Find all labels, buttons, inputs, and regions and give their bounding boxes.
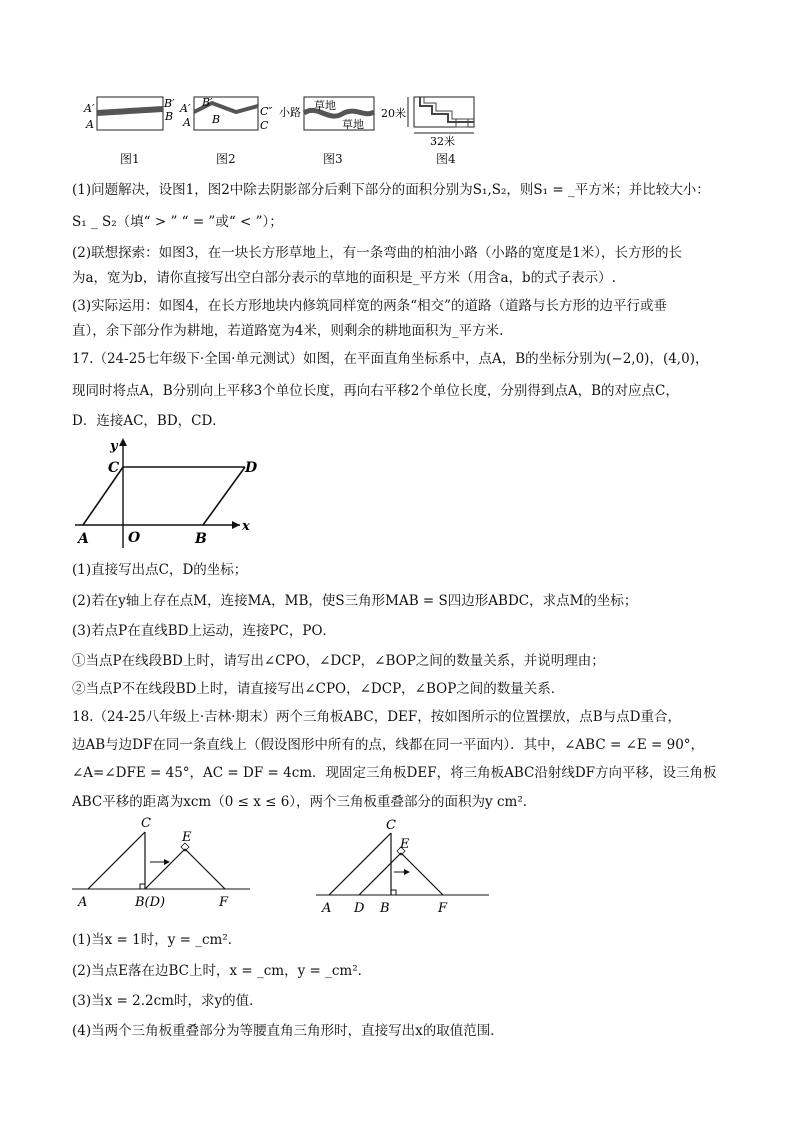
- q17-fig-label-x: x: [242, 519, 250, 534]
- q16-part3-line1: (3)实际运用：如图4，在长方形地块内修筑同样宽的两条“相交”的道路（道路与长方形的边平行或垂: [72, 298, 668, 314]
- fig2-label-c-prime: C″: [260, 105, 273, 118]
- fig2-label-c: C: [260, 119, 269, 132]
- q18-part4: (4)当两个三角板重叠部分为等腰直角三角形时，直接写出x的取值范围．: [72, 1023, 504, 1039]
- q16-part1-line1: (1)问题解决，设图1，图2中除去阴影部分后剩下部分的面积分别为S₁,S₂，则S₁ = _平方米；并比较大小：: [72, 182, 710, 198]
- q18-stem-line4: ABC平移的距离为xcm（0 ≤ x ≤ 6），两个三角板重叠部分的面积为y cm²．: [72, 794, 537, 810]
- q16-part2-line2: 为a，宽为b，请你直接写出空白部分表示的草地的面积是_平方米（用含a，b的式子表示）.: [72, 270, 616, 286]
- q18-part2: (2)当点E落在边BC上时，x = _cm，y = _cm²．: [72, 963, 372, 979]
- q17-part3-a: ①当点P在线段BD上时，请写出∠CPO，∠DCP，∠BOP之间的数量关系，并说明理由；: [72, 653, 605, 669]
- q17-stem-line2: 现同时将点A，B分别向上平移3个单位长度，再向右平移2个单位长度，分别得到点A，B的对应点C，: [72, 383, 679, 399]
- fig4-label-width: 32米: [430, 135, 455, 148]
- q17-coordinate-figure: [70, 436, 270, 551]
- fig1-label-b-prime: B′: [164, 97, 175, 110]
- q18-figB-label-e: E: [400, 837, 410, 852]
- q18-figA-label-c: C: [141, 816, 151, 831]
- q16-part2-line1: (2)联想探索：如图3，在一块长方形草地上，有一条弯曲的柏油小路（小路的宽度是1米），长方形的长: [72, 245, 683, 261]
- top-figures: [0, 0, 800, 175]
- fig1-label-b: B: [165, 110, 174, 123]
- q17-fig-label-y: y: [110, 439, 118, 454]
- q18-part3: (3)当x = 2.2cm时，求y的值．: [72, 993, 263, 1009]
- q16-part3-line2: 直），余下部分作为耕地，若道路宽为4米，则剩余的耕地面积为_平方米.: [72, 323, 504, 339]
- figure-1: [83, 97, 175, 131]
- fig3-label-road: 小路: [279, 106, 301, 119]
- fig2-label-a: A: [183, 116, 191, 129]
- q18-figB-label-a: A: [322, 901, 332, 916]
- fig1-label-a-prime: A′: [84, 102, 95, 115]
- q17-fig-label-o: O: [128, 530, 141, 546]
- q17-part3-b: ②当点P不在线段BD上时，请直接写出∠CPO，∠DCP，∠BOP之间的数量关系．: [72, 681, 565, 697]
- q17-fig-label-a: A: [78, 531, 89, 547]
- q17-fig-label-d: D: [245, 460, 258, 476]
- fig3-label-grass2: 草地: [342, 118, 364, 131]
- fig1-label-a: A: [86, 118, 94, 131]
- q18-figB-label-b: B: [380, 901, 390, 916]
- fig2-label-b: B: [212, 113, 221, 126]
- fig2-caption: 图2: [216, 152, 236, 166]
- q18-figA-label-bd: B(D): [135, 895, 166, 910]
- q18-figB-label-f: F: [438, 901, 448, 916]
- q18-figure-left: [70, 815, 270, 920]
- q18-stem-line3: ∠A=∠DFE = 45°，AC = DF = 4cm．现固定三角板DEF，将三角板ABC沿射线DF方向平移，设三角板: [72, 765, 717, 781]
- fig2-label-a-prime: A′: [180, 102, 191, 115]
- fig3-label-grass1: 草地: [314, 99, 336, 112]
- q17-stem-line3: D．连接AC，BD，CD．: [72, 413, 226, 429]
- q18-figA-label-f: F: [219, 895, 229, 910]
- q18-figure-right: [314, 815, 514, 920]
- q18-figA-label-e: E: [182, 830, 192, 845]
- fig1-caption: 图1: [120, 152, 140, 166]
- fig2-label-b-prime: B′: [202, 96, 213, 109]
- q17-part3: (3)若点P在直线BD上运动，连接PC，PO．: [72, 623, 337, 639]
- fig4-caption: 图4: [436, 152, 456, 166]
- fig4-label-height: 20米: [381, 107, 406, 120]
- q17-stem-line1: 17.（24-25七年级下·全国·单元测试）如图，在平面直角坐标系中，点A，B的坐标分别为(−2,0)，(4,0)，: [72, 351, 709, 367]
- q17-part2: (2)若在y轴上存在点M，连接MA，MB，使S三角形MAB = S四边形ABDC，求点M的坐标；: [72, 593, 638, 609]
- q18-figA-label-a: A: [78, 895, 88, 910]
- q18-stem-line2: 边AB与边DF在同一条直线上（假设图形中所有的点，线都在同一平面内）．其中，∠ABC = ∠E = 90°，: [72, 737, 705, 753]
- fig3-caption: 图3: [323, 152, 343, 166]
- figure-4: [381, 97, 474, 148]
- q18-stem-line1: 18.（24-25八年级上·吉林·期末）两个三角板ABC，DEF，按如图所示的位置摆放，点B与点D重合，: [72, 709, 682, 725]
- q18-part1: (1)当x = 1时，y = _cm²．: [72, 932, 242, 948]
- figure-3: [279, 97, 374, 131]
- figure-2: [179, 96, 273, 132]
- q18-figB-label-d: D: [354, 901, 365, 916]
- q17-fig-label-c: C: [108, 460, 120, 476]
- q18-figB-label-c: C: [386, 818, 396, 833]
- q17-fig-label-b: B: [195, 531, 207, 547]
- q16-part1-line2: S₁ _ S₂（填“ > ” “ = ”或“ < ”）；: [72, 214, 283, 230]
- q17-part1: (1)直接写出点C，D的坐标；: [72, 562, 248, 578]
